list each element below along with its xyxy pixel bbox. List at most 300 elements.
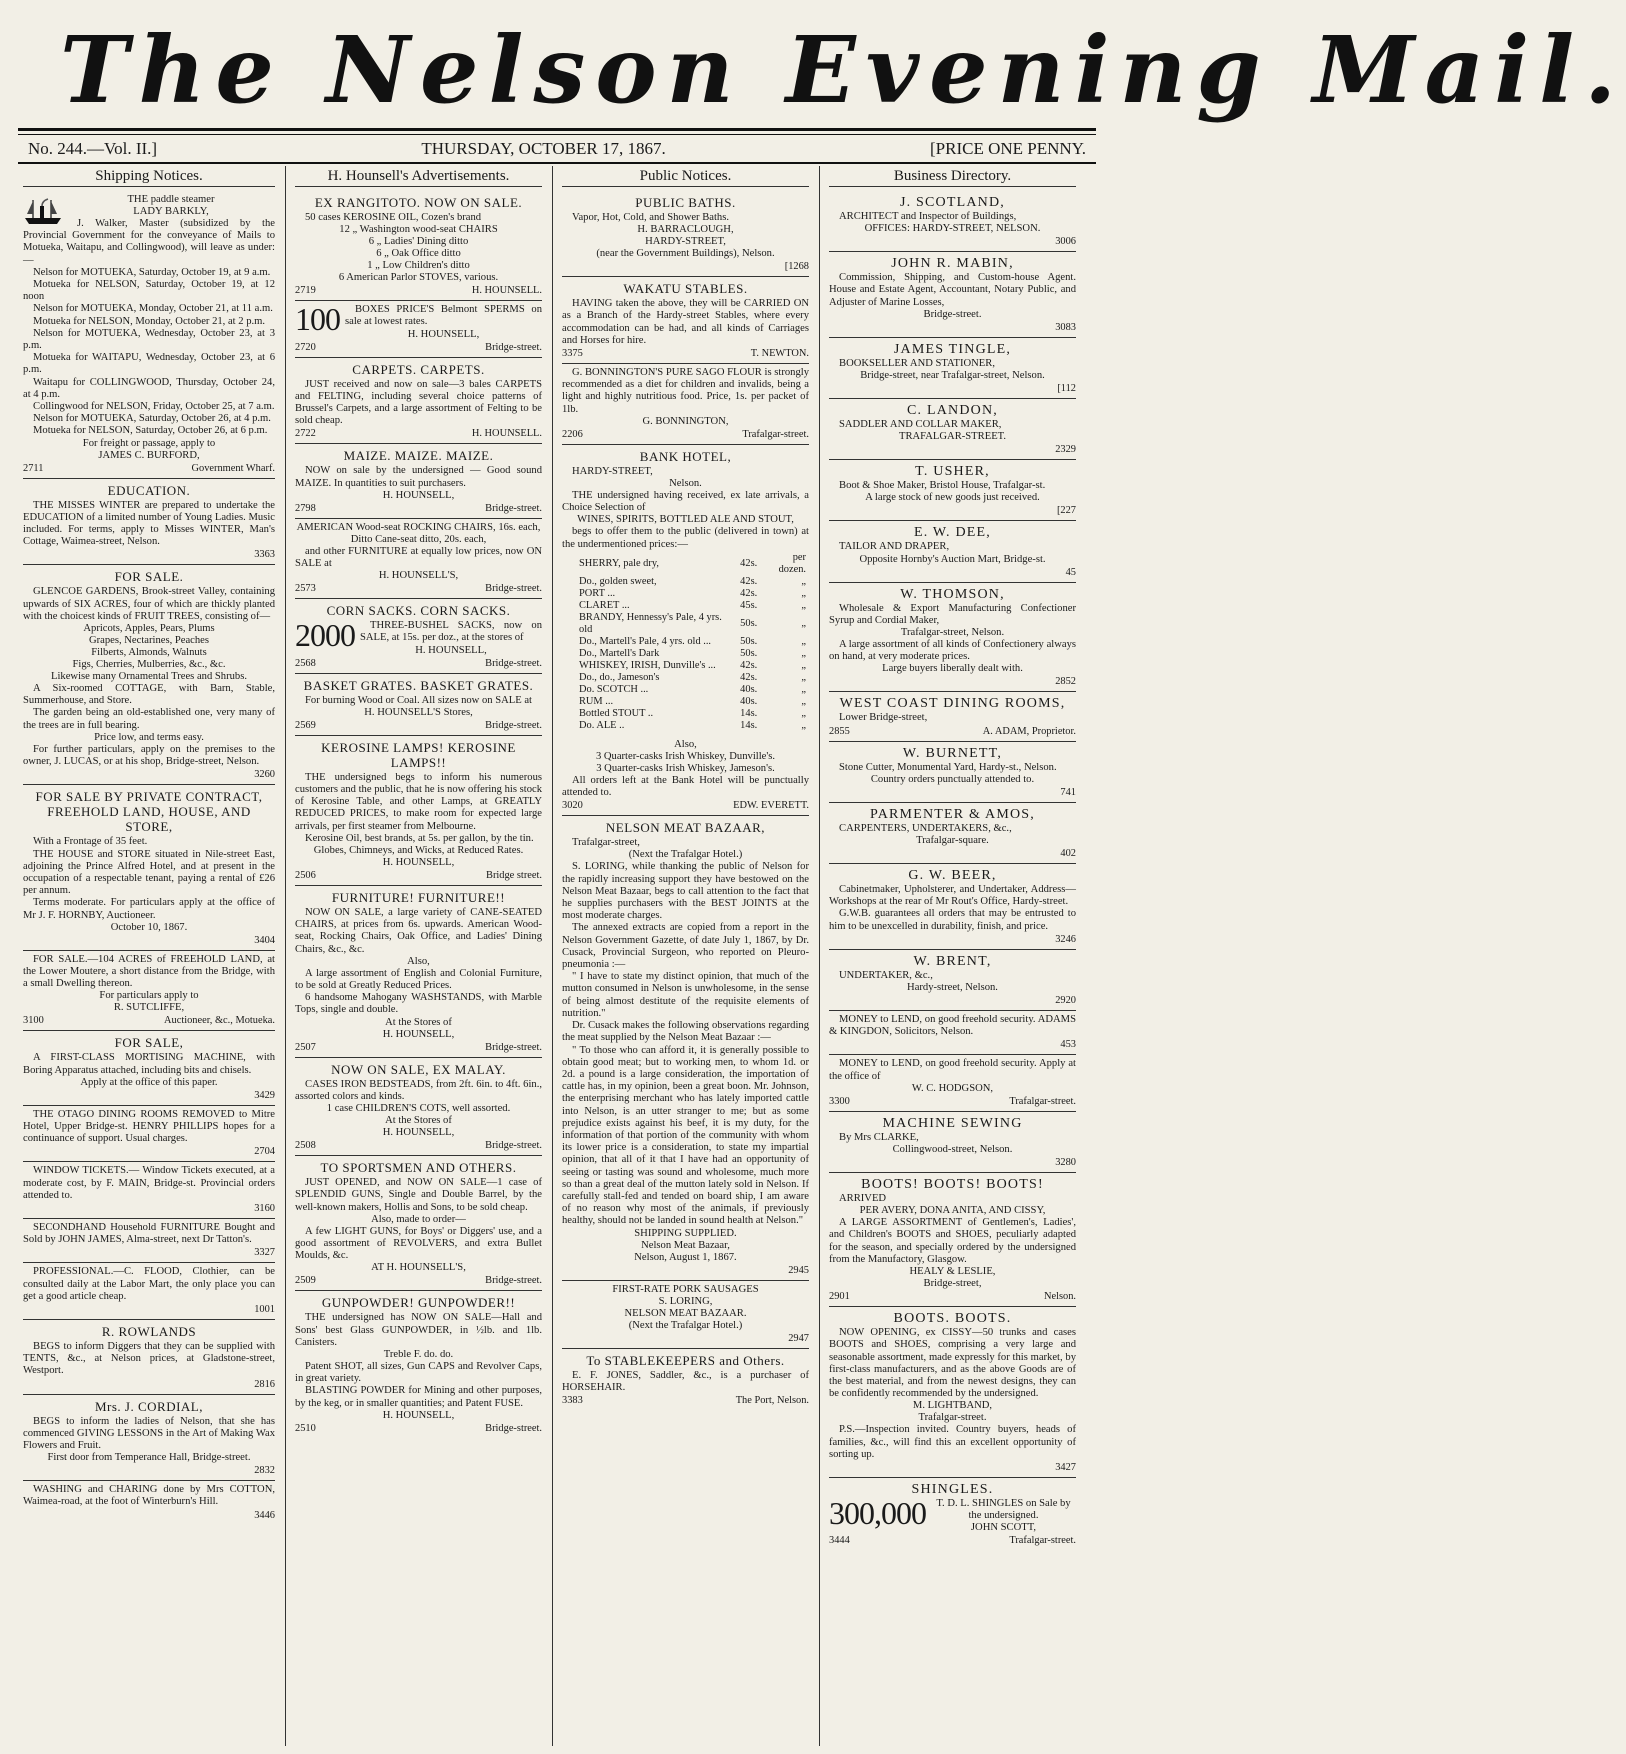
ad-text: JUST OPENED, and NOW ON SALE—1 case of SPLENDID GUNS, Single and Double Barrel, by the well-known makers, Hollis and Sons, to be sold cheap. bbox=[295, 1177, 542, 1213]
price-cell: 40s. bbox=[740, 683, 758, 695]
ad-text: Wholesale & Export Manufacturing Confectioner Syrup and Cordial Maker, bbox=[829, 602, 1076, 626]
ad-footer bbox=[23, 1510, 275, 1522]
ad-footer bbox=[829, 567, 1076, 579]
ad-signature: 2329 bbox=[1055, 444, 1076, 456]
ad-footer bbox=[295, 503, 542, 515]
ad-heading: FOR SALE. bbox=[114, 569, 184, 585]
issue-price: [PRICE ONE PENNY. bbox=[929, 139, 1086, 158]
ad-signature: [227 bbox=[1056, 505, 1076, 517]
ad-footer bbox=[562, 1333, 809, 1345]
masthead-rule-thin bbox=[18, 134, 1096, 135]
ad-heading: To STABLEKEEPERS and Others. bbox=[586, 1352, 785, 1368]
advertisement bbox=[829, 1112, 1076, 1173]
advertisement bbox=[295, 1291, 542, 1437]
price-cell: „ bbox=[801, 671, 806, 683]
ad-text: A Six-roomed COTTAGE, with Barn, Stable, Summerhouse, and Store. bbox=[23, 683, 275, 707]
ad-line: H. HOUNSELL, bbox=[382, 1028, 455, 1040]
ad-line: Apricots, Apples, Pears, Plums bbox=[83, 623, 215, 635]
ad-ref-number: 2568 bbox=[295, 657, 316, 669]
ad-footer bbox=[295, 720, 542, 732]
ad-signature: Bridge-street. bbox=[485, 583, 542, 595]
ad-footer bbox=[829, 726, 1076, 738]
ad-line: NELSON MEAT BAZAAR. bbox=[624, 1307, 747, 1319]
ad-text: 50 cases KEROSINE OIL, Cozen's brand bbox=[305, 212, 482, 223]
ad-line: Nelson, August 1, 1867. bbox=[634, 1251, 737, 1263]
ad-signature: Bridge-street. bbox=[485, 1422, 542, 1434]
ad-ref-number: 2508 bbox=[295, 1140, 316, 1152]
ad-line: Nelson. bbox=[669, 478, 702, 490]
price-row bbox=[576, 708, 809, 720]
ad-text: Stone Cutter, Monumental Yard, Hardy-st., Nelson. bbox=[839, 761, 1057, 773]
ad-signature: 2947 bbox=[788, 1332, 809, 1344]
ad-signature: Bridge-street. bbox=[485, 1275, 542, 1287]
ad-line: SHIPPING SUPPLIED. bbox=[634, 1227, 737, 1239]
column-2 bbox=[285, 166, 547, 1746]
ad-text: Motueka for NELSON, Saturday, October 26, at 6 p.m. bbox=[33, 425, 268, 437]
ad-text: begs to offer them to the public (delivered in town) at the undermentioned prices:— bbox=[562, 526, 809, 550]
issue-date: THURSDAY, OCTOBER 17, 1867. bbox=[421, 139, 666, 158]
ad-line: 6 „ Ladies' Dining ditto bbox=[368, 236, 469, 248]
ad-ref-number: 2506 bbox=[295, 870, 316, 882]
ad-heading: BOOTS. BOOTS. bbox=[893, 1311, 1012, 1327]
ad-signature: 2852 bbox=[1055, 676, 1076, 688]
advertisement bbox=[23, 565, 275, 785]
ad-heading: WEST COAST DINING ROOMS, bbox=[839, 696, 1066, 712]
advertisement bbox=[23, 479, 275, 566]
ad-text: THE MISSES WINTER are prepared to undertake the EDUCATION of a limited number of Young Ladies. Music included. For terms, apply to Misses WINTER, Man's Cottage, Waimea-street, Nelson. bbox=[23, 499, 275, 548]
ad-signature: Trafalgar-street. bbox=[1009, 1095, 1076, 1107]
ad-footer bbox=[295, 285, 542, 297]
price-list bbox=[576, 552, 809, 732]
ad-line: 3 Quarter-casks Irish Whiskey, Dunville's. bbox=[595, 750, 776, 762]
ad-heading: EX RANGITOTO. NOW ON SALE. bbox=[314, 195, 523, 210]
advertisement bbox=[829, 521, 1076, 582]
ad-line: PER AVERY, DONA ANITA, AND CISSY, bbox=[859, 1205, 1046, 1217]
ad-line: (Next the Trafalgar Hotel.) bbox=[628, 849, 743, 861]
advertisement bbox=[829, 1307, 1076, 1478]
ad-footer bbox=[829, 1096, 1076, 1108]
ad-text: Collingwood for NELSON, Friday, October 25, at 7 a.m. bbox=[33, 401, 275, 413]
masthead-rule bbox=[18, 128, 1096, 131]
ad-ref-number: 2569 bbox=[295, 719, 316, 731]
ad-footer bbox=[295, 870, 542, 882]
price-cell: 14s. bbox=[740, 719, 758, 731]
ad-text: Motueka for NELSON, Monday, October 21, at 2 p.m. bbox=[33, 315, 266, 327]
ad-footer bbox=[295, 583, 542, 595]
ad-signature: 2832 bbox=[254, 1465, 275, 1477]
ad-heading: PARMENTER & AMOS, bbox=[870, 806, 1035, 822]
ad-signature: H. HOUNSELL. bbox=[471, 285, 542, 297]
ad-text: THE undersigned has NOW ON SALE—Hall and Sons' best Glass GUNPOWDER, in ½lb. and 1lb. Canisters. bbox=[295, 1312, 542, 1348]
ad-line: G. BONNINGTON, bbox=[642, 415, 729, 427]
ad-ref-number: 2855 bbox=[829, 725, 850, 737]
ad-line: Ditto Cane-seat ditto, 20s. each, bbox=[350, 533, 487, 545]
ad-heading: TO SPORTSMEN AND OTHERS. bbox=[320, 1160, 517, 1176]
column-4 bbox=[819, 166, 1081, 1746]
ad-text: Nelson for MOTUEKA, Saturday, October 19, at 9 a.m. bbox=[33, 266, 271, 278]
ad-signature: 3427 bbox=[1055, 1461, 1076, 1473]
ad-ref-number: 2711 bbox=[23, 462, 44, 474]
dateline bbox=[28, 138, 1086, 160]
column-heading: H. Hounsell's Advertisements. bbox=[295, 166, 542, 187]
column-heading: Shipping Notices. bbox=[23, 166, 275, 187]
ad-line: (Next the Trafalgar Hotel.) bbox=[628, 1319, 743, 1331]
ad-footer bbox=[562, 1395, 809, 1407]
ad-text: For further particulars, apply on the premises to the owner, J. LUCAS, or at his shop, Bridge-street, Nelson. bbox=[23, 743, 275, 768]
ad-signature: Nelson. bbox=[1043, 1291, 1076, 1303]
ad-footer bbox=[562, 800, 809, 812]
advertisement bbox=[295, 1058, 542, 1156]
price-cell: Do., golden sweet, bbox=[579, 575, 657, 587]
advertisement bbox=[829, 742, 1076, 803]
price-cell: „ bbox=[801, 719, 806, 731]
ad-line: 6 „ Oak Office ditto bbox=[376, 248, 461, 260]
ad-line: Large buyers liberally dealt with. bbox=[882, 663, 1023, 675]
ad-signature: Bridge-street. bbox=[485, 1041, 542, 1053]
dateline-rule bbox=[18, 162, 1096, 164]
ad-line: Treble F. do. do. bbox=[383, 1348, 454, 1360]
ad-footer bbox=[829, 505, 1076, 517]
price-cell: „ bbox=[801, 599, 806, 611]
columns bbox=[18, 166, 1096, 1746]
ad-line: Hardy-street, Nelson. bbox=[907, 982, 998, 994]
ad-footer bbox=[562, 348, 809, 360]
advertisement bbox=[829, 583, 1076, 693]
ad-footer bbox=[295, 1042, 542, 1054]
ad-text: CASES IRON BEDSTEADS, from 2ft. 6in. to 4ft. 6in., assorted colors and kinds. bbox=[295, 1078, 542, 1102]
ad-line: At the Stores of bbox=[385, 1016, 452, 1028]
price-cell: 42s. bbox=[740, 671, 758, 683]
ad-signature: The Port, Nelson. bbox=[735, 1394, 809, 1406]
advertisement bbox=[295, 519, 542, 599]
price-cell: Do., Martell's Pale, 4 yrs. old ... bbox=[579, 635, 712, 647]
ad-heading: BOOTS! BOOTS! BOOTS! bbox=[861, 1177, 1044, 1193]
ad-text: A large assortment of all kinds of Confectionery always on hand, at very moderate prices. bbox=[829, 639, 1076, 663]
ad-text: ARCHITECT and Inspector of Buildings, bbox=[839, 211, 1017, 222]
ad-text: P.S.—Inspection invited. Country buyers, heads of families, &c., will find this an excellent opportunity of sorting up. bbox=[829, 1424, 1076, 1460]
advertisement bbox=[829, 191, 1076, 252]
ad-footer bbox=[23, 1203, 275, 1215]
ad-footer bbox=[295, 1423, 542, 1435]
ad-line: WINES, SPIRITS, BOTTLED ALE AND STOUT, bbox=[577, 514, 794, 526]
masthead: The Nelson Evening Mail. bbox=[60, 16, 1626, 124]
advertisement bbox=[23, 1031, 275, 1105]
advertisement bbox=[829, 1011, 1076, 1055]
ad-text: Terms moderate. For particulars apply at the office of Mr J. F. HORNBY, Auctioneer. bbox=[23, 897, 275, 921]
advertisement bbox=[829, 692, 1076, 741]
ad-footer bbox=[23, 935, 275, 947]
ad-line: M. LIGHTBAND, bbox=[912, 1400, 993, 1412]
ad-line: AMERICAN Wood-seat ROCKING CHAIRS, 16s. each, bbox=[296, 521, 541, 533]
advertisement bbox=[23, 1106, 275, 1163]
ad-heading: JOHN R. MABIN, bbox=[891, 256, 1014, 272]
ad-line: Grapes, Nectarines, Peaches bbox=[88, 635, 209, 647]
ad-line: R. SUTCLIFFE, bbox=[113, 1002, 185, 1014]
ad-signature: 402 bbox=[1060, 848, 1076, 860]
ad-heading: T. USHER, bbox=[915, 464, 990, 480]
ad-heading: BASKET GRATES. BASKET GRATES. bbox=[303, 677, 534, 693]
ad-signature: 3429 bbox=[254, 1089, 275, 1101]
ad-line: Price low, and terms easy. bbox=[94, 731, 204, 743]
ad-heading: NOW ON SALE, EX MALAY. bbox=[331, 1061, 506, 1077]
ad-line: Bridge-street, bbox=[923, 1278, 982, 1290]
ad-signature: 3260 bbox=[254, 769, 275, 781]
ad-footer bbox=[829, 322, 1076, 334]
ad-ref-number: 2206 bbox=[562, 428, 583, 440]
advertisement bbox=[23, 1162, 275, 1219]
ad-signature: [112 bbox=[1057, 383, 1076, 395]
ad-ref-number: 2509 bbox=[295, 1275, 316, 1287]
ad-signature: 2920 bbox=[1055, 995, 1076, 1007]
price-cell: 50s. bbox=[740, 635, 758, 647]
ad-footer bbox=[23, 1465, 275, 1477]
ad-footer bbox=[295, 428, 542, 440]
ad-line: THE paddle steamer bbox=[127, 194, 215, 205]
ad-text: WASHING and CHARING done by Mrs COTTON, Waimea-road, at the foot of Winterburn's Hill. bbox=[23, 1484, 275, 1508]
ad-line: H. HOUNSELL, bbox=[382, 857, 455, 869]
price-row bbox=[576, 660, 809, 672]
steamer-ship-icon bbox=[23, 196, 63, 226]
ad-line: JAMES C. BURFORD, bbox=[98, 449, 200, 461]
ad-signature: Auctioneer, &c., Motueka. bbox=[164, 1015, 275, 1027]
price-cell: „ bbox=[801, 707, 806, 719]
ad-text: NOW on sale by the undersigned — Good sound MAIZE. In quantities to suit purchasers. bbox=[295, 465, 542, 489]
ad-text: BOOKSELLER AND STATIONER, bbox=[839, 357, 995, 369]
ad-line: Collingwood-street, Nelson. bbox=[892, 1144, 1013, 1156]
ad-line: Also, bbox=[407, 955, 430, 967]
ad-text: THE undersigned begs to inform his numerous customers and the public, that he is now offering his stock of Kerosine Table, and other Lamps, at GREATLY REDUCED PRICES, to make room for expected large arrivals, per first steamer from Melbourne. bbox=[295, 771, 542, 832]
advertisement bbox=[23, 1481, 275, 1524]
ad-line: 6 American Parlor STOVES, various. bbox=[338, 272, 499, 284]
ad-text: THE HOUSE and STORE situated in Nile-street East, adjoining the Prince Alfred Hotel, and at present in the occupation of a respectable tenant, paying a rental of £26 per annum. bbox=[23, 848, 275, 897]
ad-text: All orders left at the Bank Hotel will be punctually attended to. bbox=[562, 774, 809, 799]
advertisement bbox=[829, 1055, 1076, 1111]
ad-text: FOR SALE.—104 ACRES of FREEHOLD LAND, at the Lower Moutere, a short distance from the Bridge, with a small Dwelling thereon. bbox=[23, 953, 275, 990]
ad-footer bbox=[295, 658, 542, 670]
price-cell: „ bbox=[801, 617, 806, 629]
price-row bbox=[576, 684, 809, 696]
ad-text: PROFESSIONAL.—C. FLOOD, Clothier, can be consulted daily at the Labor Mart, the only place you can get a good article cheap. bbox=[23, 1266, 275, 1302]
ad-text: " I have to state my distinct opinion, that much of the mutton consumed in Nelson is unwholesome, in the sense of being almost destitute of the requisite elements of nutrition." bbox=[562, 971, 809, 1019]
ad-line: Likewise many Ornamental Trees and Shrubs. bbox=[51, 671, 247, 683]
ad-text: HAVING taken the above, they will be CARRIED ON as a Branch of the Hardy-street Stables, where every accommodation can be had, and all kinds of Carriages and Horses for hire. bbox=[562, 298, 809, 346]
ad-footer bbox=[295, 1140, 542, 1152]
ad-heading: R. ROWLANDS bbox=[101, 1323, 197, 1339]
price-cell: 14s. bbox=[740, 707, 758, 719]
price-cell: CLARET ... bbox=[579, 599, 630, 611]
ad-text: UNDERTAKER, &c., bbox=[839, 969, 933, 981]
ad-heading: W. BRENT, bbox=[913, 953, 992, 969]
ad-ref-number: 2901 bbox=[829, 1291, 850, 1303]
advertisement bbox=[829, 338, 1076, 399]
advertisement bbox=[562, 1281, 809, 1349]
ad-footer bbox=[829, 848, 1076, 860]
ad-text: THE undersigned having received, ex late arrivals, a Choice Selection of bbox=[562, 490, 809, 514]
ad-text: BOXES PRICE'S Belmont SPERMS on sale at lowest rates. bbox=[345, 304, 542, 328]
ad-ref-number: 2573 bbox=[295, 583, 316, 595]
ad-ref-number: 2798 bbox=[295, 502, 316, 514]
advertisement bbox=[829, 803, 1076, 864]
ad-text: By Mrs CLARKE, bbox=[839, 1131, 919, 1143]
ad-text: BEGS to inform the ladies of Nelson, that she has commenced GIVING LESSONS in the Art of Making Wax Flowers and Fruit. bbox=[23, 1415, 275, 1451]
ad-signature: 3280 bbox=[1055, 1157, 1076, 1169]
ad-text: Nelson for MOTUEKA, Monday, October 21, at 11 a.m. bbox=[33, 303, 273, 315]
ad-signature: Government Wharf. bbox=[191, 462, 275, 474]
ad-line: Also, made to order— bbox=[371, 1213, 466, 1225]
ad-big-number: 300,000 bbox=[829, 1494, 926, 1531]
ad-text: BLASTING POWDER for Mining and other purposes, by the keg, or in smaller quantities; and Patent FUSE. bbox=[295, 1385, 542, 1409]
ad-line: For freight or passage, apply to bbox=[82, 437, 216, 449]
ad-text: The annexed extracts are copied from a report in the Nelson Government Gazette, of date July 1, 1867, by Dr. Cusack, Provincial Surgeon, who reported on Pleuro-pneumonia :— bbox=[562, 922, 809, 971]
ad-line: (near the Government Buildings), Nelson. bbox=[596, 248, 775, 260]
price-cell: 50s. bbox=[740, 647, 758, 659]
ad-ref-number: 3444 bbox=[829, 1534, 850, 1546]
price-cell: Do. ALE .. bbox=[579, 719, 625, 731]
ad-text: SECONDHAND Household FURNITURE Bought and Sold by JOHN JAMES, Alma-street, next Dr Tatton's. bbox=[23, 1221, 275, 1246]
ad-footer bbox=[829, 236, 1076, 248]
price-cell: per dozen. bbox=[778, 551, 806, 575]
ad-heading: C. LANDON, bbox=[907, 403, 998, 419]
ad-footer bbox=[829, 1291, 1076, 1303]
ad-signature: 3083 bbox=[1055, 321, 1076, 333]
ad-signature: 45 bbox=[1065, 566, 1076, 578]
advertisement bbox=[562, 1349, 809, 1410]
price-row bbox=[576, 672, 809, 684]
ad-signature: Bridge-street. bbox=[485, 341, 542, 353]
ad-line: TRAFALGAR-STREET. bbox=[898, 431, 1006, 443]
ad-text: ARRIVED bbox=[839, 1193, 887, 1205]
price-row bbox=[576, 552, 809, 576]
ad-text: BEGS to inform Diggers that they can be supplied with TENTS, &c., at Nelson prices, at Gladstone-street, Westport. bbox=[23, 1340, 275, 1377]
advertisement bbox=[829, 950, 1076, 1011]
column-heading: Business Directory. bbox=[829, 166, 1076, 187]
ad-ref-number: 3100 bbox=[23, 1015, 44, 1027]
ad-heading: FOR SALE, bbox=[114, 1035, 184, 1051]
advertisement bbox=[295, 444, 542, 518]
ad-text: Kerosine Oil, best brands, at 5s. per gallon, by the tin. bbox=[305, 832, 534, 844]
ad-text: G. BONNINGTON'S PURE SAGO FLOUR is strongly recommended as a diet for children and invalids, being a light and highly nutritious food. Price, 1s. per packet of 1lb. bbox=[562, 367, 809, 415]
ad-line: 3 Quarter-casks Irish Whiskey, Jameson's. bbox=[596, 762, 775, 774]
column-1 bbox=[18, 166, 280, 1746]
ad-heading: G. W. BEER, bbox=[908, 868, 997, 884]
ad-text: Motueka for WAITAPU, Wednesday, October 23, at 6 p.m. bbox=[23, 352, 275, 376]
ad-footer bbox=[23, 1146, 275, 1158]
ad-heading: MACHINE SEWING bbox=[882, 1115, 1023, 1131]
advertisement bbox=[829, 399, 1076, 460]
ad-signature: 2816 bbox=[254, 1378, 275, 1390]
advertisement bbox=[23, 1320, 275, 1395]
ad-text: A large assortment of English and Colonial Furniture, to be sold at Greatly Reduced Prices. bbox=[295, 967, 542, 992]
ad-footer bbox=[829, 1535, 1076, 1547]
ad-signature: 3363 bbox=[254, 549, 275, 561]
ad-text: J. Walker, Master (subsidized by the Provincial Government for the conveyance of Mails to Motueka, Waitapu, and Collingwood), will leave as under:— bbox=[23, 218, 275, 266]
ad-text: Boot & Shoe Maker, Bristol House, Trafalgar-st. bbox=[839, 480, 1046, 492]
ad-text: Cabinetmaker, Upholsterer, and Undertaker, Address—Workshops at the rear of Mr Rout's Office, Hardy-street. bbox=[829, 884, 1076, 908]
ad-heading: PUBLIC BATHS. bbox=[635, 195, 736, 210]
ad-ref-number: 2722 bbox=[295, 428, 316, 440]
ad-footer bbox=[829, 787, 1076, 799]
ad-heading: W. THOMSON, bbox=[900, 586, 1005, 602]
ad-signature: Bridge-street. bbox=[485, 1140, 542, 1152]
ad-signature: Trafalgar-street. bbox=[1009, 1534, 1076, 1546]
price-cell: „ bbox=[801, 683, 806, 695]
ad-text: " To those who can afford it, it is generally possible to obtain good meat; but to working men, to whom 1d. or 2d. a pound is a large consideration, the importation of cattle has, in my opinion, been a great boon. Mr. Johnson, the enterprising merchant who has lately imported cattle into Nelson, is an utter stranger to me; but as some prejudice exists against his beef, it is my duty, for the information of that portion of the community with whom its lower price is a consideration, to state my impartial opinion, that all of it that I have had an opportunity of seeing or tasting was sound and wholesome, much more so than a great deal of the mutton lately sold in Nelson. If carefully stall-fed and tended on board ship, I am aware of no reason why most of the animals, if previously healthy, should not be landed in sound health at Nelson." bbox=[562, 1044, 809, 1227]
ad-line: Figs, Cherries, Mulberries, &c., &c. bbox=[72, 659, 226, 671]
ad-signature: H. HOUNSELL. bbox=[471, 428, 542, 440]
ad-heading: BANK HOTEL, bbox=[639, 448, 732, 464]
ad-text: MONEY to LEND, on good freehold security. Apply at the office of bbox=[829, 1058, 1076, 1082]
ad-line: Bridge-street. bbox=[923, 308, 982, 320]
advertisement bbox=[562, 816, 809, 1280]
column-3 bbox=[552, 166, 814, 1746]
ad-footer bbox=[23, 549, 275, 561]
ad-text: MONEY to LEND, on good freehold security. ADAMS & KINGDON, Solicitors, Nelson. bbox=[829, 1014, 1076, 1038]
ad-text: THE OTAGO DINING ROOMS REMOVED to Mitre Hotel, Upper Bridge-st. HENRY PHILLIPS hopes for a continuance of support. Usual charges. bbox=[23, 1108, 275, 1145]
advertisement bbox=[23, 1395, 275, 1482]
ad-text: Waitapu for COLLINGWOOD, Thursday, October 24, at 4 p.m. bbox=[23, 376, 275, 400]
ad-signature: 3006 bbox=[1055, 236, 1076, 248]
ad-ref-number: 2719 bbox=[295, 285, 316, 297]
ad-text: Trafalgar-street, bbox=[572, 837, 640, 849]
ad-footer bbox=[295, 1275, 542, 1287]
ad-text: G.W.B. guarantees all orders that may be entrusted to him to be unexcelled in durability, finish, and price. bbox=[829, 908, 1076, 932]
ad-signature: 2945 bbox=[788, 1264, 809, 1276]
price-cell: „ bbox=[801, 659, 806, 671]
ad-line: Trafalgar-street, Nelson. bbox=[900, 627, 1005, 639]
ad-line: S. LORING, bbox=[658, 1295, 713, 1307]
ad-line: H. HOUNSELL, bbox=[382, 1127, 455, 1139]
price-cell: „ bbox=[801, 587, 806, 599]
ad-ref-number: 3375 bbox=[562, 348, 583, 360]
ad-text: and other FURNITURE at equally low prices, now ON SALE at bbox=[295, 545, 542, 570]
ad-text: Nelson for MOTUEKA, Saturday, October 26, at 4 p.m. bbox=[33, 413, 271, 425]
ad-footer bbox=[23, 1090, 275, 1102]
price-row bbox=[576, 696, 809, 708]
ad-signature: 1001 bbox=[254, 1303, 275, 1315]
ad-heading: NELSON MEAT BAZAAR, bbox=[605, 820, 766, 836]
ad-line: LADY BARKLY, bbox=[133, 206, 209, 217]
ad-big-number: 100 bbox=[295, 301, 340, 338]
price-cell: WHISKEY, IRISH, Dunville's ... bbox=[579, 659, 716, 671]
advertisement bbox=[23, 191, 275, 479]
ad-text: With a Frontage of 35 feet. bbox=[33, 836, 148, 848]
ad-line: 12 „ Washington wood-seat CHAIRS bbox=[339, 224, 498, 236]
ad-footer bbox=[829, 1462, 1076, 1474]
ad-line: Nelson Meat Bazaar, bbox=[641, 1239, 730, 1251]
advertisement bbox=[23, 785, 275, 950]
ad-text: GLENCOE GARDENS, Brook-street Valley, containing upwards of SIX ACRES, four of which are thickly planted with the choicest kinds of FRUIT TREES, consisting of— bbox=[23, 586, 275, 622]
column-heading: Public Notices. bbox=[562, 166, 809, 187]
ad-signature: Bridge street. bbox=[486, 870, 542, 882]
advertisement bbox=[295, 358, 542, 445]
ad-line: HARDY-STREET, bbox=[645, 236, 726, 248]
ad-signature: 3446 bbox=[254, 1509, 275, 1521]
price-cell: 42s. bbox=[740, 587, 758, 599]
ad-line: H. BARRACLOUGH, bbox=[637, 224, 734, 236]
ad-line: H. HOUNSELL, bbox=[407, 328, 480, 340]
ad-text: A FIRST-CLASS MORTISING MACHINE, with Boring Apparatus attached, including bits and chisels. bbox=[23, 1052, 275, 1076]
price-cell: „ bbox=[801, 575, 806, 587]
ad-line: Filberts, Almonds, Walnuts bbox=[91, 647, 207, 659]
ad-line: H. HOUNSELL'S Stores, bbox=[364, 706, 473, 718]
ad-footer bbox=[295, 342, 542, 354]
ad-text: Commission, Shipping, and Custom-house Agent. House and Estate Agent, Accountant, Notary Public, and Adjuster of Marine Losses, bbox=[829, 272, 1076, 308]
ad-line: October 10, 1867. bbox=[110, 921, 188, 933]
ad-line: A large stock of new goods just received. bbox=[865, 492, 1040, 504]
ad-footer bbox=[23, 1015, 275, 1027]
ad-text: Lower Bridge-street, bbox=[839, 712, 928, 724]
ad-text: E. F. JONES, Saddler, &c., is a purchaser of HORSEHAIR. bbox=[562, 1369, 809, 1393]
